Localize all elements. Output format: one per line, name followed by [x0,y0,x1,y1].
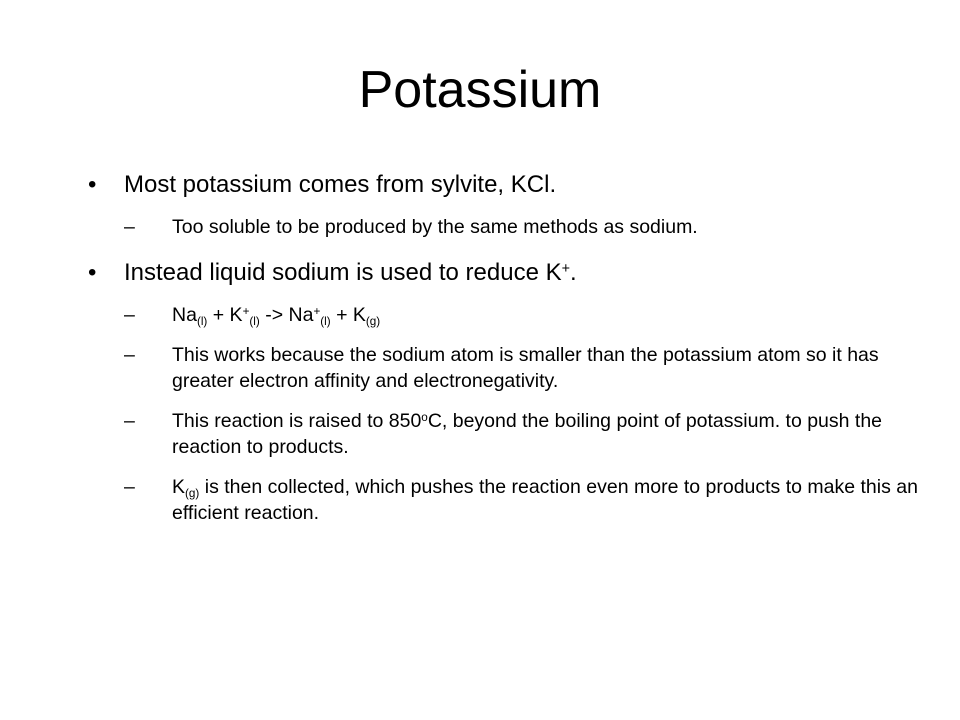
dash-marker: – [124,304,135,326]
bullet-marker: • [88,171,97,198]
sub-bullet-item [124,302,928,328]
sub-bullet-item [124,342,928,394]
sub-bullet-text: This reaction is raised to 850$^o$C, beyond the boiling point of potassium. to push the reaction to products. [172,410,883,458]
bullet-marker: • [88,259,97,286]
degree-superscript: o [421,411,428,425]
dash-marker: – [124,216,135,238]
sub-bullet-item [124,474,928,526]
state-subscript: (g) [185,486,200,500]
sub-bullet-text: This works because the sodium atom is smaller than the potassium atom so it has greater electron affinity and electronegativity. [172,344,879,392]
superscript: + [561,260,570,277]
dash-marker: – [124,410,135,432]
sub-bullet-text: Too soluble to be produced by the same methods as sodium. [172,216,698,238]
slide-content [88,170,928,540]
equation-text: $Na_{(l)} + K^+_{(l)} -> Na^+_{(l)} + K_{(g)}$ [172,304,381,328]
sub-bullet-text: $K_{(g)}$ is then collected, which pushes the reaction even more to products to make this an efficient reaction. [172,476,918,524]
bullet-text: Most potassium comes from sylvite, KCl. [124,171,557,198]
dash-marker: – [124,344,135,366]
sub-bullet-item [124,214,928,240]
dash-marker: – [124,476,135,498]
slide-title: Potassium [358,61,602,119]
bullet-text: Instead liquid sodium is used to reduce K+. [124,259,577,286]
bullet-item [88,258,928,288]
bullet-item [88,170,928,200]
sub-bullet-item [124,408,928,460]
